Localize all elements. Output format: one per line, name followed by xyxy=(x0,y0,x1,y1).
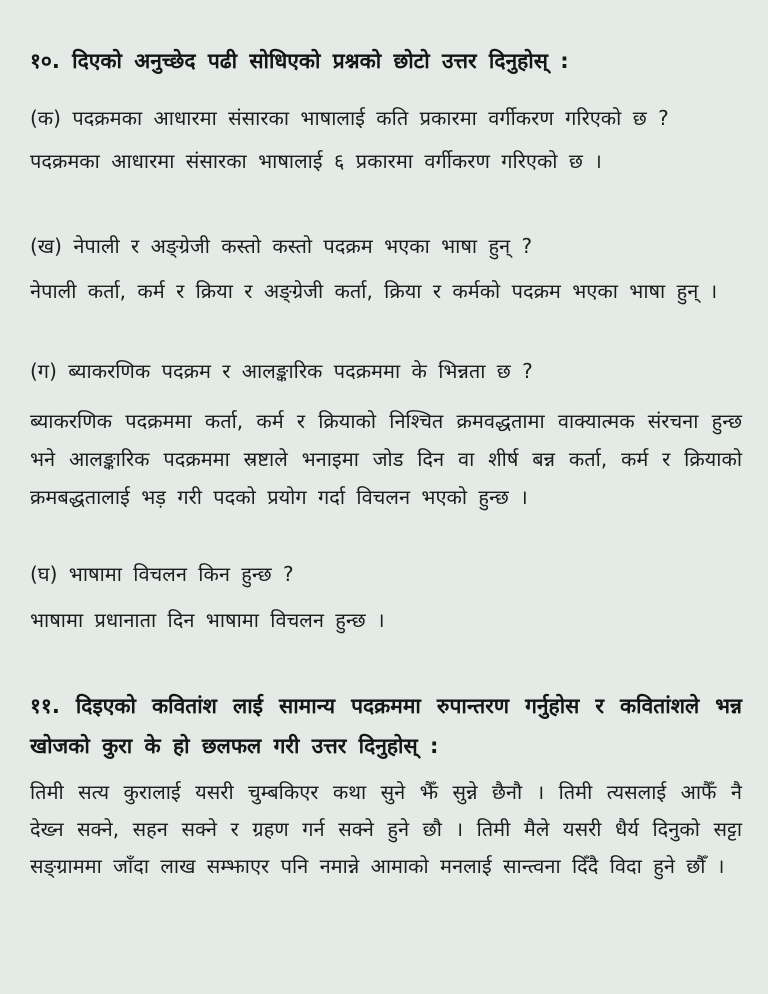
answer-10-gha: भाषामा प्रधानाता दिन भाषामा विचलन हुन्छ । xyxy=(30,608,385,632)
answer-10-ga: ब्याकरणिक पदक्रममा कर्ता, कर्म र क्रियाको निश्चित क्रमवद्धतामा वाक्यात्मक संरचना हुन्छ भने आलङ्कारिक पदक्रममा स्रष्टाले भनाइमा जोड दिन वा शीर्ष बन्न कर्ता, कर्म र क्रियाको क्रमबद्धतालाई भड़ गरी पदको प्रयोग गर्दा विचलन भएको हुन्छ । xyxy=(30,409,742,509)
question-10-ga: (ग) ब्याकरणिक पदक्रम र आलङ्कारिक पदक्रममा के भिन्नता छ ? xyxy=(30,359,533,383)
question-10-kha: (ख) नेपाली र अङ्ग्रेजी कस्तो कस्तो पदक्रम भएका भाषा हुन् ? xyxy=(30,234,533,258)
question-11-heading: ११. दिइएको कवितांश लाई सामान्य पदक्रममा रुपान्तरण गर्नुहोस र कवितांशले भन्न खोजको कुरा के हो छलफल गरी उत्तर दिनुहोस् : xyxy=(30,694,742,758)
poem-excerpt-paragraph: तिमी सत्य कुरालाई यसरी चुम्बकिएर कथा सुने झैँ सुन्ने छैनौ । तिमी त्यसलाई आफैँ नै देख्न सक्ने, सहन सक्ने र ग्रहण गर्न सक्ने हुने छौ । तिमी मैले यसरी धैर्य दिनुको सट्टा सङ्ग्राममा जाँदा लाख सम्झाएर पनि नमान्ने आमाको मनलाई सान्त्वना दिँदै विदा हुने छौँ । xyxy=(30,780,742,878)
question-10-ka: (क) पदक्रमका आधारमा संसारका भाषालाई कति प्रकारमा वर्गीकरण गरिएको छ ? xyxy=(30,106,669,130)
question-10-heading: १०. दिएको अनुच्छेद पढी सोधिएको प्रश्नको छोटो उत्तर दिनुहोस् : xyxy=(30,49,569,73)
answer-10-kha: नेपाली कर्ता, कर्म र क्रिया र अङ्ग्रेजी कर्ता, क्रिया र कर्मको पदक्रम भएका भाषा हुन् । xyxy=(30,279,718,303)
question-10-gha: (घ) भाषामा विचलन किन हुन्छ ? xyxy=(30,562,294,586)
answer-10-ka: पदक्रमका आधारमा संसारका भाषालाई ६ प्रकारमा वर्गीकरण गरिएको छ । xyxy=(30,149,602,173)
